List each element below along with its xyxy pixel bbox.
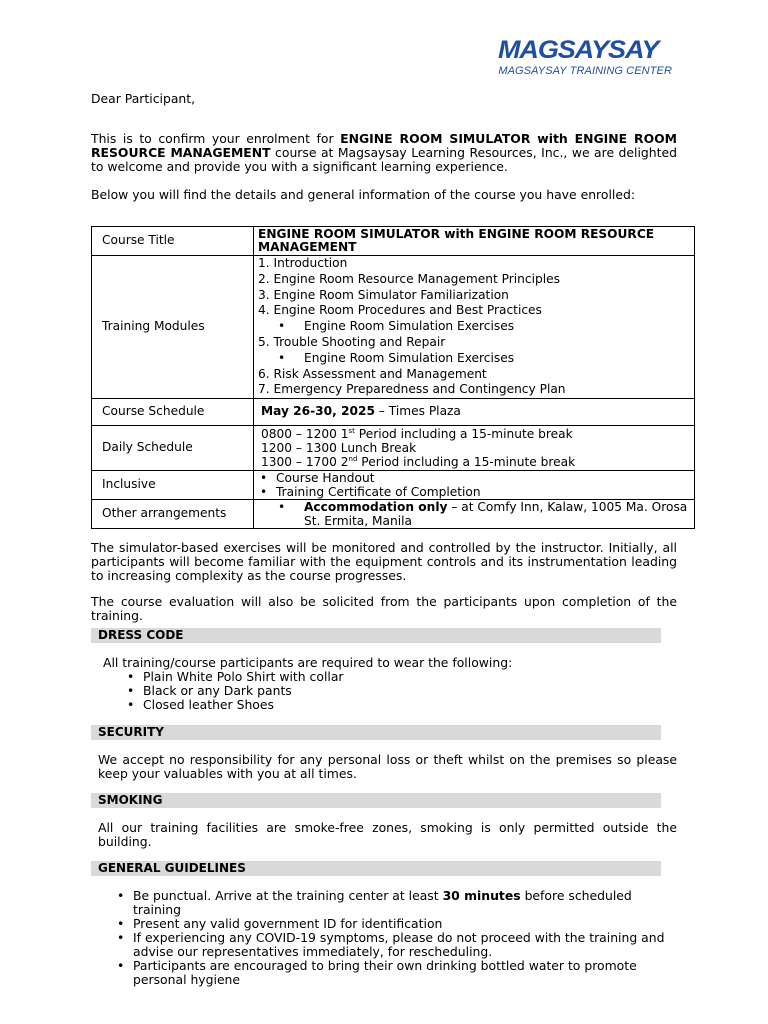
accommodation-bold: Accommodation only (304, 500, 448, 515)
dress-code-list (91, 670, 677, 712)
accommodation-text: – at Comfy Inn, Kalaw, 1005 Ma. Orosa St. Ermita, Manila (304, 500, 688, 529)
guideline-1-rest: before scheduled training (133, 888, 632, 918)
daily-line-3-text: Period including a 15-minute break (357, 455, 576, 470)
daily-schedule-value (254, 426, 695, 471)
course-details-table (91, 226, 695, 529)
module-sub-item: • Engine Room Simulation Exercises (258, 351, 690, 367)
dress-code-item: • Closed leather Shoes (125, 698, 677, 712)
inclusive-item: • Training Certificate of Completion (258, 485, 690, 499)
module-item: 6. Risk Assessment and Management (258, 366, 487, 381)
guideline-item (115, 889, 677, 917)
daily-line-2: 1200 – 1300 Lunch Break (261, 441, 417, 456)
daily-line-1-text: Period including a 15-minute break (354, 427, 573, 442)
module-item: 4. Engine Room Procedures and Best Practices (258, 303, 542, 318)
module-item: 7. Emergency Preparedness and Contingency Plan (258, 382, 566, 397)
logo-brand: MAGSAYSAY (498, 36, 659, 64)
schedule-place: – Times Plaza (374, 404, 461, 419)
daily-line-1 (261, 427, 690, 441)
row-daily-schedule (92, 426, 695, 471)
accommodation-item (258, 500, 690, 528)
dress-code-heading: DRESS CODE (91, 628, 661, 643)
course-schedule-label: Course Schedule (92, 399, 254, 426)
guidelines-list (91, 889, 677, 987)
letter-body (91, 91, 688, 988)
inclusive-item: • Course Handout (258, 471, 690, 485)
daily-line-1-sup: st (348, 427, 355, 436)
inclusive-label: Inclusive (92, 471, 254, 500)
course-schedule-value (254, 399, 695, 426)
course-title-value: ENGINE ROOM SIMULATOR with ENGINE ROOM RESOURCE MANAGEMENT (254, 227, 695, 256)
greeting: Dear Participant, (91, 91, 196, 106)
intro-course-name: ENGINE ROOM SIMULATOR with ENGINE ROOM RESOURCE MANAGEMENT (91, 131, 677, 160)
security-text: We accept no responsibility for any personal loss or theft whilst on the premises so please keep your valuables with you at all times. (98, 752, 677, 782)
module-sub-item: • Engine Room Simulation Exercises (258, 319, 690, 335)
course-title-label: Course Title (92, 227, 254, 256)
daily-schedule-label: Daily Schedule (92, 426, 254, 471)
dress-code-intro: All training/course participants are required to wear the following: (103, 655, 513, 671)
intro-text-1: This is to confirm your enrolment for (91, 131, 341, 146)
dress-code-item: • Plain White Polo Shirt with collar (125, 670, 677, 684)
module-item: 5. Trouble Shooting and Repair (258, 334, 446, 349)
details-intro: Below you will find the details and general information of the course you have enrolled: (91, 187, 635, 202)
daily-line-3-time: 1300 – 1700 2 (261, 455, 349, 470)
intro-text-2: course at Magsaysay Learning Resources, Inc., we are delighted to welcome and provide you with a significant learning experience. (91, 145, 677, 174)
guideline-item: • If experiencing any COVID-19 symptoms, please do not proceed with the training and advise our representatives immediately, for rescheduling. (115, 931, 677, 959)
evaluation-text: The course evaluation will also be solicited from the participants upon completion of the training. (91, 594, 677, 624)
company-logo (498, 38, 672, 77)
intro-paragraph (91, 132, 677, 174)
general-guidelines-heading: GENERAL GUIDELINES (91, 861, 661, 876)
module-item: 3. Engine Room Simulator Familiarization (258, 287, 509, 302)
schedule-date: May 26-30, 2025 (261, 404, 375, 419)
row-other-arrangements (92, 500, 695, 529)
security-heading: SECURITY (91, 725, 661, 740)
daily-line-1-time: 0800 – 1200 1 (261, 427, 349, 442)
guideline-item: • Present any valid government ID for identification (115, 917, 677, 931)
inclusive-list (254, 471, 695, 500)
daily-line-3 (261, 455, 690, 469)
simulator-paragraph: The simulator-based exercises will be monitored and controlled by the instructor. Initially, all participants will become familiar with the equipment controls and its instrumentation leading to increasing complexity as the course progresses. (91, 540, 677, 584)
other-arrangements-value (254, 500, 695, 529)
row-training-modules (92, 256, 695, 399)
guideline-1-bold: 30 minutes (442, 888, 521, 904)
training-modules-label: Training Modules (92, 256, 254, 399)
module-item: 2. Engine Room Resource Management Principles (258, 271, 560, 286)
guideline-1-text: Be punctual. Arrive at the training center at least (133, 888, 443, 904)
row-course-schedule (92, 399, 695, 426)
training-modules-list (254, 256, 695, 399)
evaluation-paragraph (91, 595, 677, 623)
guideline-item: • Participants are encouraged to bring their own drinking bottled water to promote personal hygiene (115, 959, 677, 987)
logo-subtitle: MAGSAYSAY TRAINING CENTER (498, 65, 672, 77)
smoking-text: All our training facilities are smoke-free zones, smoking is only permitted outside the building. (98, 820, 677, 850)
dress-code-item: • Black or any Dark pants (125, 684, 677, 698)
row-inclusive (92, 471, 695, 500)
daily-line-3-sup: nd (348, 455, 358, 464)
row-course-title (92, 227, 695, 256)
other-arrangements-label: Other arrangements (92, 500, 254, 529)
smoking-heading: SMOKING (91, 793, 661, 808)
module-item: 1. Introduction (258, 256, 348, 270)
